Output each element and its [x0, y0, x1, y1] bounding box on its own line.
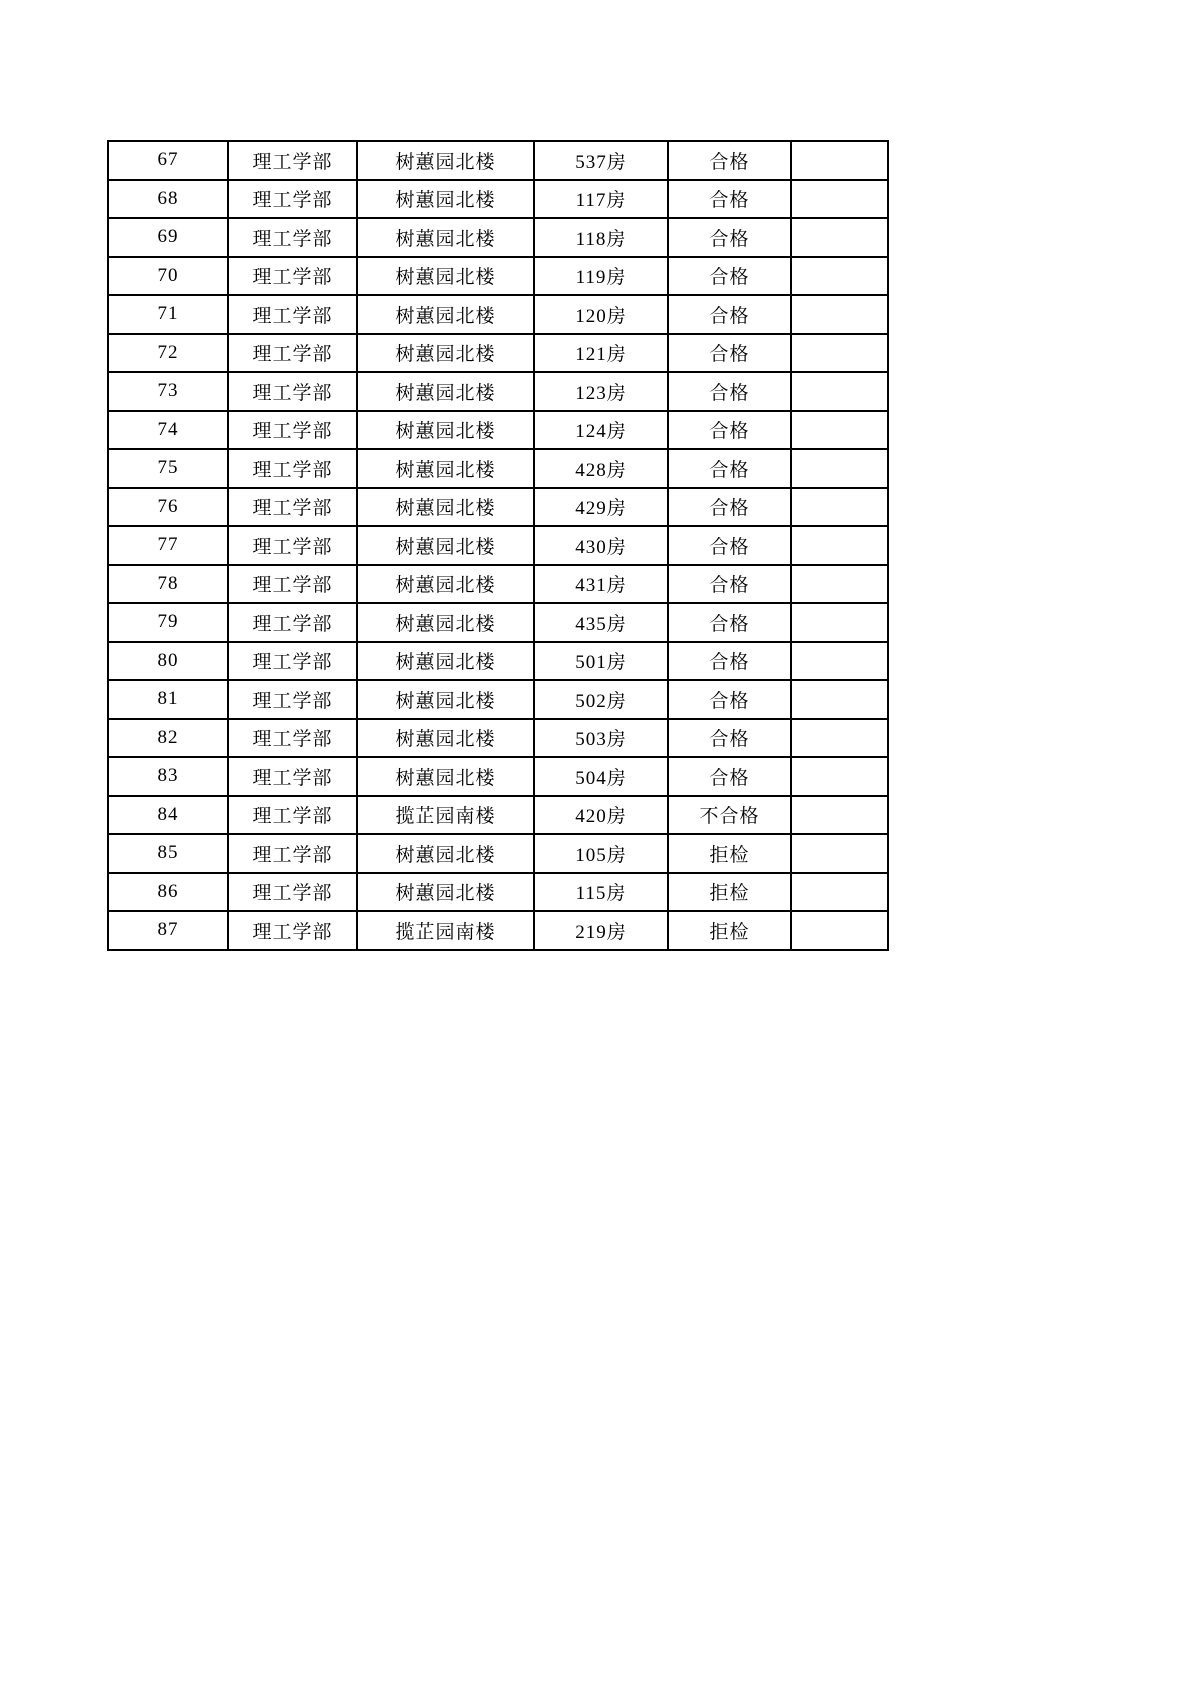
cell-building: 树蕙园北楼 [357, 257, 534, 296]
cell-building: 树蕙园北楼 [357, 334, 534, 373]
cell-remark [791, 911, 888, 950]
table-row [108, 642, 888, 681]
cell-row-number: 81 [108, 680, 228, 719]
cell-row-number: 74 [108, 411, 228, 450]
cell-room: 124房 [534, 411, 668, 450]
cell-inspection-result: 拒检 [668, 911, 791, 950]
cell-inspection-result: 合格 [668, 757, 791, 796]
table-row [108, 680, 888, 719]
cell-department: 理工学部 [228, 334, 357, 373]
cell-remark [791, 334, 888, 373]
cell-building: 树蕙园北楼 [357, 295, 534, 334]
cell-building: 树蕙园北楼 [357, 372, 534, 411]
cell-inspection-result: 合格 [668, 526, 791, 565]
cell-row-number: 75 [108, 449, 228, 488]
cell-department: 理工学部 [228, 218, 357, 257]
cell-room: 105房 [534, 834, 668, 873]
table-row [108, 449, 888, 488]
table-row [108, 796, 888, 835]
cell-row-number: 73 [108, 372, 228, 411]
cell-building: 树蕙园北楼 [357, 488, 534, 527]
cell-department: 理工学部 [228, 565, 357, 604]
cell-department: 理工学部 [228, 411, 357, 450]
cell-building: 树蕙园北楼 [357, 719, 534, 758]
cell-remark [791, 411, 888, 450]
cell-inspection-result: 合格 [668, 141, 791, 180]
cell-inspection-result: 合格 [668, 642, 791, 681]
cell-building: 树蕙园北楼 [357, 180, 534, 219]
cell-row-number: 69 [108, 218, 228, 257]
cell-department: 理工学部 [228, 180, 357, 219]
cell-department: 理工学部 [228, 757, 357, 796]
cell-remark [791, 218, 888, 257]
cell-remark [791, 603, 888, 642]
cell-inspection-result: 合格 [668, 295, 791, 334]
cell-room: 420房 [534, 796, 668, 835]
cell-building: 揽芷园南楼 [357, 796, 534, 835]
cell-room: 117房 [534, 180, 668, 219]
cell-row-number: 72 [108, 334, 228, 373]
cell-room: 115房 [534, 873, 668, 912]
cell-room: 119房 [534, 257, 668, 296]
cell-row-number: 71 [108, 295, 228, 334]
cell-inspection-result: 合格 [668, 372, 791, 411]
cell-room: 123房 [534, 372, 668, 411]
table-row [108, 719, 888, 758]
table-row [108, 334, 888, 373]
cell-remark [791, 257, 888, 296]
cell-remark [791, 141, 888, 180]
cell-building: 树蕙园北楼 [357, 449, 534, 488]
cell-inspection-result: 合格 [668, 680, 791, 719]
cell-room: 429房 [534, 488, 668, 527]
cell-department: 理工学部 [228, 449, 357, 488]
cell-inspection-result: 合格 [668, 719, 791, 758]
cell-department: 理工学部 [228, 719, 357, 758]
cell-room: 431房 [534, 565, 668, 604]
cell-department: 理工学部 [228, 141, 357, 180]
table-row [108, 488, 888, 527]
cell-remark [791, 488, 888, 527]
cell-building: 揽芷园南楼 [357, 911, 534, 950]
cell-department: 理工学部 [228, 911, 357, 950]
inspection-table [107, 140, 889, 951]
cell-building: 树蕙园北楼 [357, 141, 534, 180]
cell-inspection-result: 合格 [668, 565, 791, 604]
table-row [108, 757, 888, 796]
cell-remark [791, 719, 888, 758]
cell-row-number: 70 [108, 257, 228, 296]
cell-remark [791, 796, 888, 835]
cell-building: 树蕙园北楼 [357, 873, 534, 912]
table-row [108, 218, 888, 257]
table-row [108, 565, 888, 604]
table-row [108, 372, 888, 411]
cell-room: 430房 [534, 526, 668, 565]
cell-room: 502房 [534, 680, 668, 719]
table-body [108, 141, 888, 950]
cell-inspection-result: 合格 [668, 334, 791, 373]
cell-department: 理工学部 [228, 526, 357, 565]
cell-row-number: 83 [108, 757, 228, 796]
table-row [108, 834, 888, 873]
cell-remark [791, 565, 888, 604]
cell-row-number: 84 [108, 796, 228, 835]
cell-room: 118房 [534, 218, 668, 257]
cell-room: 504房 [534, 757, 668, 796]
cell-room: 435房 [534, 603, 668, 642]
cell-room: 120房 [534, 295, 668, 334]
table-row [108, 257, 888, 296]
cell-department: 理工学部 [228, 372, 357, 411]
cell-room: 503房 [534, 719, 668, 758]
cell-row-number: 67 [108, 141, 228, 180]
cell-inspection-result: 拒检 [668, 834, 791, 873]
cell-inspection-result: 合格 [668, 411, 791, 450]
cell-row-number: 76 [108, 488, 228, 527]
table-row [108, 873, 888, 912]
cell-building: 树蕙园北楼 [357, 526, 534, 565]
cell-department: 理工学部 [228, 295, 357, 334]
cell-remark [791, 642, 888, 681]
cell-row-number: 68 [108, 180, 228, 219]
cell-room: 121房 [534, 334, 668, 373]
table-row [108, 603, 888, 642]
cell-row-number: 85 [108, 834, 228, 873]
cell-remark [791, 757, 888, 796]
cell-inspection-result: 合格 [668, 603, 791, 642]
cell-remark [791, 834, 888, 873]
table-row [108, 526, 888, 565]
cell-department: 理工学部 [228, 873, 357, 912]
cell-department: 理工学部 [228, 642, 357, 681]
cell-department: 理工学部 [228, 603, 357, 642]
cell-inspection-result: 合格 [668, 218, 791, 257]
cell-department: 理工学部 [228, 680, 357, 719]
cell-department: 理工学部 [228, 488, 357, 527]
table-row [108, 295, 888, 334]
cell-room: 501房 [534, 642, 668, 681]
cell-row-number: 78 [108, 565, 228, 604]
cell-room: 428房 [534, 449, 668, 488]
cell-inspection-result: 合格 [668, 449, 791, 488]
cell-row-number: 79 [108, 603, 228, 642]
cell-row-number: 77 [108, 526, 228, 565]
cell-room: 219房 [534, 911, 668, 950]
cell-remark [791, 680, 888, 719]
cell-inspection-result: 拒检 [668, 873, 791, 912]
cell-inspection-result: 合格 [668, 257, 791, 296]
cell-remark [791, 873, 888, 912]
cell-building: 树蕙园北楼 [357, 603, 534, 642]
table-row [108, 911, 888, 950]
table-row [108, 411, 888, 450]
cell-building: 树蕙园北楼 [357, 680, 534, 719]
table-row [108, 180, 888, 219]
cell-inspection-result: 合格 [668, 488, 791, 527]
cell-department: 理工学部 [228, 257, 357, 296]
cell-remark [791, 295, 888, 334]
cell-row-number: 80 [108, 642, 228, 681]
cell-row-number: 82 [108, 719, 228, 758]
table-row [108, 141, 888, 180]
cell-remark [791, 372, 888, 411]
cell-department: 理工学部 [228, 796, 357, 835]
cell-inspection-result: 合格 [668, 180, 791, 219]
cell-building: 树蕙园北楼 [357, 834, 534, 873]
cell-room: 537房 [534, 141, 668, 180]
cell-row-number: 86 [108, 873, 228, 912]
cell-inspection-result: 不合格 [668, 796, 791, 835]
cell-building: 树蕙园北楼 [357, 411, 534, 450]
cell-row-number: 87 [108, 911, 228, 950]
cell-building: 树蕙园北楼 [357, 757, 534, 796]
cell-remark [791, 180, 888, 219]
cell-remark [791, 526, 888, 565]
cell-building: 树蕙园北楼 [357, 565, 534, 604]
cell-remark [791, 449, 888, 488]
cell-building: 树蕙园北楼 [357, 218, 534, 257]
cell-department: 理工学部 [228, 834, 357, 873]
cell-building: 树蕙园北楼 [357, 642, 534, 681]
